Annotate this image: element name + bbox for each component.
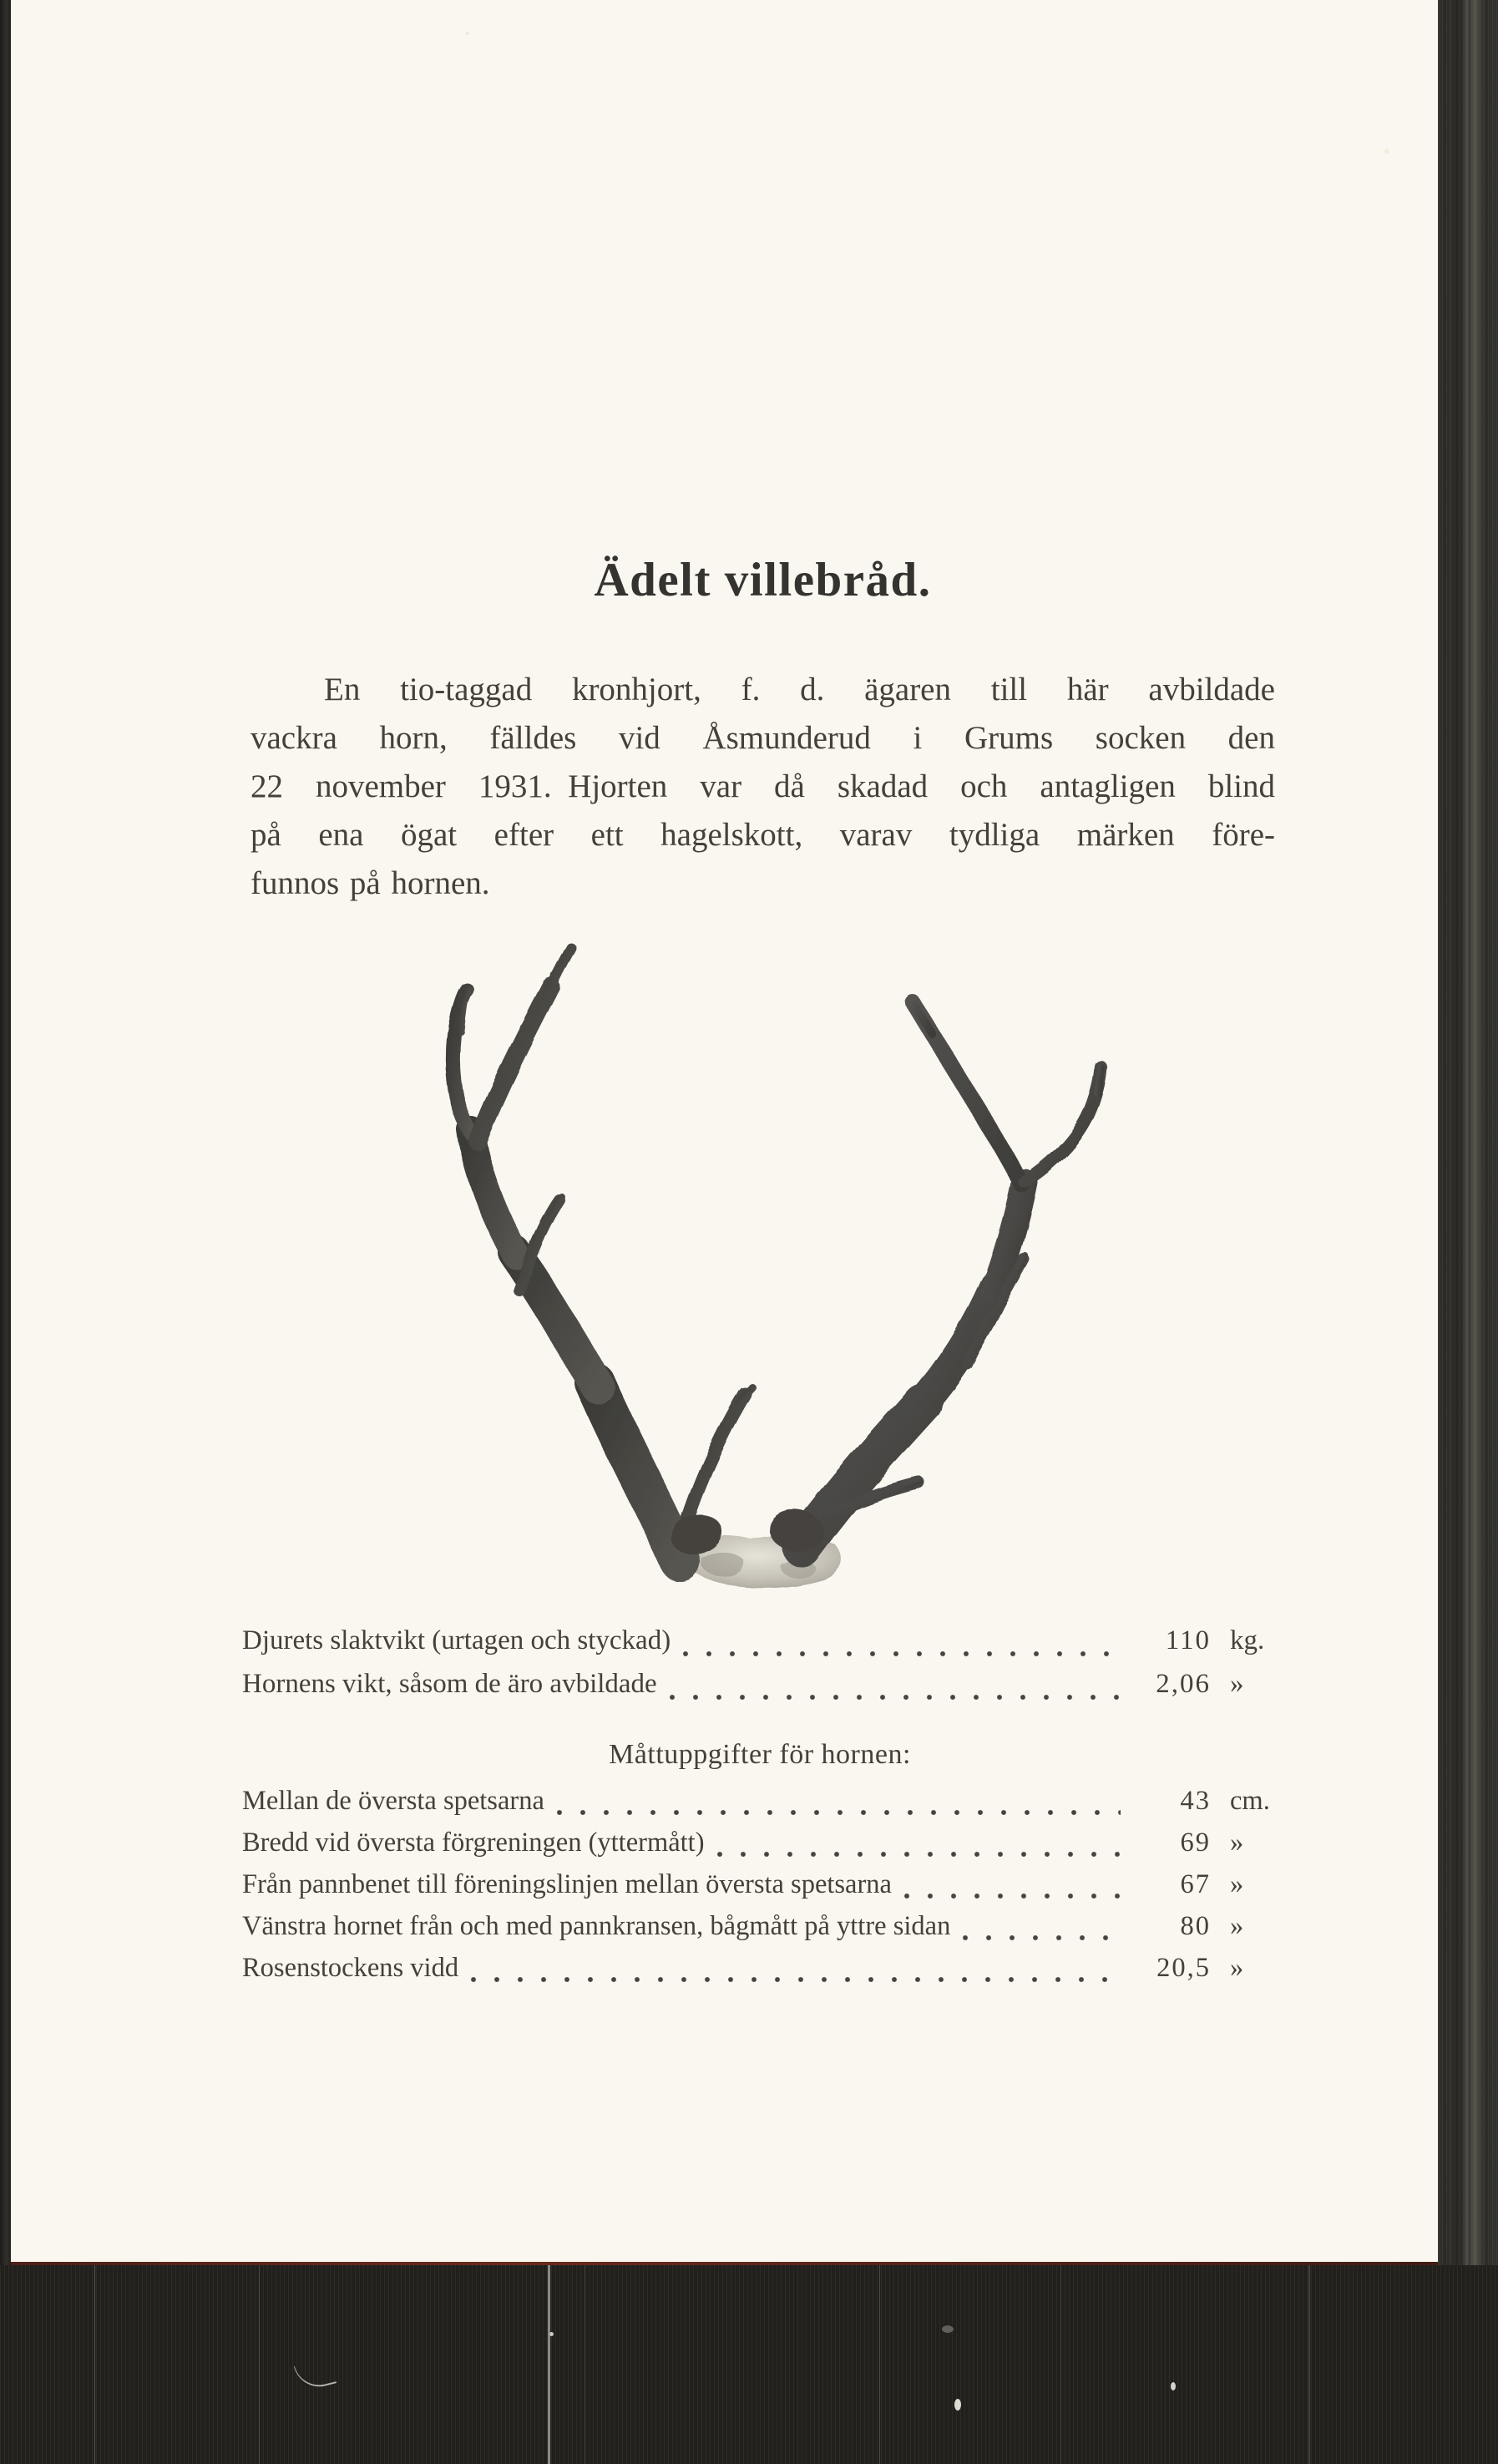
measurement-row <box>242 1911 1278 1953</box>
row-label: Vänstra hornet från och med pannkransen, bågmått på yttre sidan <box>242 1911 951 1941</box>
left-antler <box>453 948 752 1561</box>
measurement-row <box>242 1828 1278 1869</box>
scan-streak <box>1308 2265 1310 2464</box>
paper-speck <box>1384 149 1389 154</box>
antlers-photo <box>401 915 1127 1591</box>
row-label: Hornens vikt, såsom de äro avbildade <box>242 1669 657 1699</box>
row-value: 69 <box>1180 1828 1211 1858</box>
page-title: Ädelt villebråd. <box>594 554 932 606</box>
row-unit: kg. <box>1230 1625 1265 1655</box>
paragraph-line: på ena ögat efter ett hagelskott, varav tydliga märken före- <box>251 817 1275 853</box>
antlers-illustration <box>401 915 1127 1591</box>
scan-streak <box>879 2265 880 2464</box>
scan-grain <box>1438 0 1498 2464</box>
measurement-row <box>242 1669 1278 1712</box>
row-value: 20,5 <box>1156 1953 1211 1983</box>
scan-speck <box>1171 2382 1176 2390</box>
scan-streak <box>1060 2265 1061 2464</box>
measurement-list <box>242 1625 1278 1995</box>
row-unit: » <box>1230 1828 1244 1858</box>
scan-background-bottom <box>0 2265 1498 2464</box>
row-label: Från pannbenet till föreningslinjen mellan översta spetsarna <box>242 1869 892 1899</box>
scan-streak <box>94 2265 95 2464</box>
scan-grain <box>0 2265 1498 2464</box>
row-value: 67 <box>1180 1869 1211 1899</box>
row-unit: cm. <box>1230 1786 1270 1816</box>
scan-streak <box>259 2265 260 2464</box>
dot-leader <box>716 1848 1121 1860</box>
row-value: 110 <box>1165 1625 1211 1655</box>
row-label: Djurets slaktvikt (urtagen och styckad) <box>242 1625 671 1655</box>
dot-leader <box>556 1807 1121 1818</box>
scan-speck <box>954 2399 961 2411</box>
scan-speck <box>549 2332 554 2336</box>
row-label: Rosenstockens vidd <box>242 1953 459 1983</box>
row-value: 2,06 <box>1156 1669 1211 1699</box>
row-unit: » <box>1230 1869 1244 1899</box>
row-value: 43 <box>1180 1786 1211 1816</box>
row-unit: » <box>1230 1911 1244 1941</box>
book-page-paper <box>11 0 1438 2265</box>
dot-leader <box>682 1648 1121 1660</box>
dot-leader <box>962 1932 1121 1944</box>
measurement-row <box>242 1953 1278 1995</box>
measurement-row <box>242 1786 1278 1828</box>
right-antler <box>802 1003 1101 1548</box>
scan-streak <box>548 2265 550 2464</box>
dot-leader <box>903 1890 1121 1902</box>
paragraph-line: En tio-taggad kronhjort, f. d. ägaren till här avbildade <box>324 672 1275 707</box>
dot-leader <box>669 1691 1121 1703</box>
row-label: Bredd vid översta förgreningen (yttermått) <box>242 1828 705 1858</box>
paragraph-line: 22 november 1931. Hjorten var då skadad och antagligen blind <box>251 768 1275 804</box>
row-unit: » <box>1230 1953 1244 1983</box>
scan-edge-left <box>0 0 11 2464</box>
paper-speck <box>466 32 469 35</box>
measurement-row <box>242 1869 1278 1911</box>
scan-speck <box>942 2325 954 2333</box>
paragraph-line: vackra horn, fälldes vid Åsmunderud i Grums socken den <box>251 720 1275 756</box>
row-value: 80 <box>1180 1911 1211 1941</box>
scan-gutter-right <box>1438 0 1498 2464</box>
measurements-heading: Måttuppgifter för hornen: <box>609 1739 911 1770</box>
row-label: Mellan de översta spetsarna <box>242 1786 544 1816</box>
intro-paragraph <box>251 666 1275 908</box>
measurement-row <box>242 1625 1278 1669</box>
row-unit: » <box>1230 1669 1244 1699</box>
dot-leader <box>470 1974 1121 1985</box>
paragraph-line: funnos på hornen. <box>251 865 490 901</box>
